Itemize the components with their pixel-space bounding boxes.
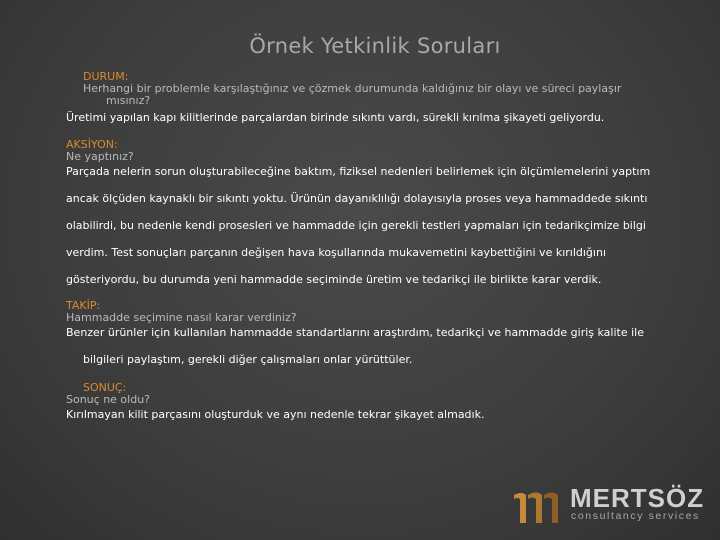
durum-answer: Üretimi yapılan kapı kilitlerinde parçalardan birinde sıkıntı vardı, sürekli kırılma şikayeti geliyordu. [66, 111, 605, 124]
takip-answer-line: Benzer ürünler için kullanılan hammadde standartlarını araştırdım, tedarikçi ve hammadde giriş kalite ile [66, 326, 644, 339]
logo-subtitle: consultancy services [571, 510, 700, 522]
logo-name: MERTSÖZ [570, 483, 705, 513]
slide-title: Örnek Yetkinlik Soruları [249, 34, 501, 58]
takip-label: TAKİP: [66, 299, 101, 312]
durum-section [83, 71, 621, 107]
durum-question: Herhangi bir problemle karşılaştığınız ve çözmek durumunda kaldığınız bir olayı ve süreci paylaşır [83, 82, 622, 95]
aksiyon-answer-line: olabilirdi, bu nedenle kendi prosesleri ve hammadde için gerekli testleri yapmaları için tedarikçimize bilgi [66, 219, 646, 232]
durum-label: DURUM: [83, 70, 129, 83]
takip-answer-line: bilgileri paylaştım, gerekli diğer çalışmaları onlar yürüttüler. [83, 353, 413, 366]
durum-question-cont: mısınız? [106, 94, 151, 107]
sonuc-label: SONUÇ: [83, 381, 127, 394]
sonuc-question: Sonuç ne oldu? [66, 393, 151, 406]
takip-question: Hammadde seçimine nasıl karar verdiniz? [66, 311, 297, 324]
sonuc-answer: Kırılmayan kilit parçasını oluşturduk ve aynı nedenle tekrar şikayet almadık. [66, 408, 485, 421]
aksiyon-label: AKSİYON: [66, 138, 118, 151]
sonuc-section [66, 382, 150, 406]
aksiyon-answer-line: verdim. Test sonuçları parçanın değişen hava koşullarında mukavemetini kaybettiğini ve kırıldığını [66, 246, 606, 259]
aksiyon-answer-line: ancak ölçüden kaynaklı bir sıkıntı yoktu. Ürünün dayanıklılığı dolayısıyla proses veya hammaddede sıkıntı [66, 192, 648, 205]
aksiyon-section [66, 139, 134, 163]
logo-mark-icon [512, 487, 566, 527]
company-logo [512, 485, 717, 525]
aksiyon-answer-line: gösteriyordu, bu durumda yeni hammadde seçiminde üretim ve tedarikçi ile birlikte karar verdik. [66, 273, 602, 286]
aksiyon-question: Ne yaptınız? [66, 150, 134, 163]
takip-section [66, 300, 297, 324]
aksiyon-answer-line: Parçada nelerin sorun oluşturabileceğine baktım, fiziksel nedenleri belirlemek için ölçümlemelerini yaptım [66, 165, 651, 178]
